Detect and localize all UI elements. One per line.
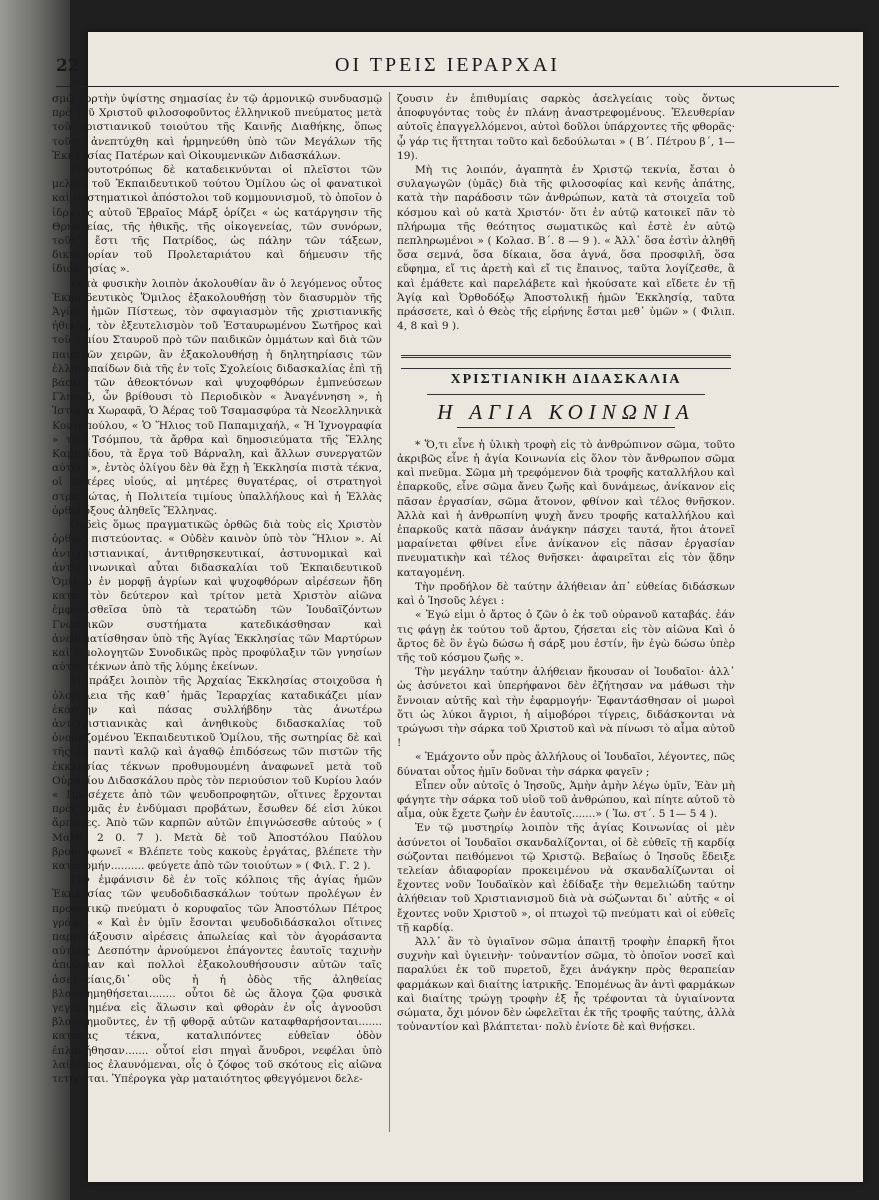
paragraph: Κατὰ φυσικὴν λοιπὸν ἀκολουθίαν ἂν ὁ λεγόμενος οὗτος Ἐκπαιδευτικὸς Ὅμιλος ἐξακολουθήσῃ τὸν διασυρμὸν τῆς Ἁγίας ἡμῶν Πίστεως, τὸν σφαγιασμὸν τῆς χριστιανικῆς ἠθικῆς, τὸν ἐξευτελισμὸν τοῦ Ἐσταυρωμένου Σωτῆρος καὶ τοῦ τιμίου Σταυροῦ πρὸ τῶν παιδικῶν ὀμμάτων καὶ διὰ τῶν παιδικῶν χειρῶν, ἂν ἐξακολουθήσῃ ἡ δηλητηρίασις τῶν ἑλληνοπαίδων διὰ τῆς ἐν τοῖς Σχολείοις διδασκαλίας ἐπὶ τῇ βάσει τῶν ἀθεοκτόνων καὶ ψυχοφθόρων ἐμπνεύσεων Γληνοῦ, ὧν βρίθουσι τὸ Περιοδικὸν « Ἀναγέννηση », ἡ Ἱστορία Χωραφᾶ, Ὁ Ἀέρας τοῦ Τσαμασφύρα τὰ Νεοελληνικὰ Κοντοπούλου, « Ὁ Ἥλιος τοῦ Παπαμιχαήλ, « Ἡ Ἰχνογραφία » τοῦ Τσόμπου, τὰ ἄρθρα καὶ δημοσιεύματα τῆς Ἔλλης Καμπρίδου, τὰ ἔργα τοῦ Βάρναλη, καὶ ἄλλων συνεργατῶν αὐτῶν », ἐντὸς ὀλίγου δὲν θὰ ἔχῃ ἡ Ἐκκλησία πιστὰ τέκνα, οἱ πατέρες υἱούς, αἱ μητέρες θυγατέρας, οἱ στρατηγοὶ στρατιώτας, ἡ Πολιτεία τιμίους ὑπαλλήλους καὶ ἡ Ἑλλὰς ὀρθοδόξους ἀληθεῖς Ἕλληνας. xyxy=(52,277,382,517)
paragraph: σμῷ ἑορτὴν ὑψίστης σημασίας ἐν τῷ ἁρμονικῷ συνδυασμῷ πρὸ τοῦ Χριστοῦ φιλοσοφοῦντος ἑλληνικοῦ πνεύματος μετὰ τοῦ χριστιανικοῦ τοιούτου τῆς Καινῆς Διαθήκης, ὅπως τοῦτο ἀνεπτύχθη καὶ ἡρμηνεύθη ὑπὸ τῶν Μεγάλων τῆς Ἐκκλησίας Πατέρων καὶ Οἰκουμενικῶν Διδασκάλων. xyxy=(52,93,382,162)
section-heading-block xyxy=(397,355,735,427)
section-title: ΧΡΙΣΤΙΑΝΙΚΗ ΔΙΔΑΣΚΑΛΙΑ xyxy=(450,372,682,388)
left-column xyxy=(52,92,382,1086)
right-column xyxy=(397,92,735,1034)
paragraph: * Ὅ,τι εἶνε ἡ ὑλικὴ τροφὴ εἰς τὸ ἀνθρώπινον σῶμα, τοῦτο ἀκριβῶς εἶνε ἡ ἁγία Κοινωνία εἰς ὅλον τὸν ἄνθρωπον σῶμα καὶ πνεῦμα. Σῶμα μὴ τρεφόμενον διὰ τροφῆς καταλλήλου καὶ ἐπαρκοῦς, εἶνε σῶμα ἄνευ ζωῆς καὶ δυνάμεως, ἀνίκανον εἰς πᾶσαν ἐργασίαν, σῶμα ἄτονον, φθίνον καὶ τέλος θνῆσκον. Ἀλλὰ καὶ ἡ ἀνθρωπίνη ψυχὴ ἄνευ τροφῆς καταλλήλου καὶ ἐπαρκοῦς κατὰ πᾶσαν ἀνάγκην πάσχει ταυτά, ἤτοι ἀτονεῖ μαραίνεται φθίνει εἶνε ἀνίκανον εἰς πᾶσαν ἐργασίαν πνευματικὴν καὶ τέλος θνῆσκει· ἀφαιρεῖται εἰς τὸν ᾅδην καταγομένη. xyxy=(397,438,735,579)
paragraph: Τὴν μεγάλην ταύτην ἀλήθειαν ἤκουσαν οἱ Ἰουδαῖοι· ἀλλ᾽ ὡς ἀσύνετοι καὶ ὑπερήφανοι δὲν ἐζήτησαν να μάθωσι τὴν ἔννοιαν αὐτῆς καὶ τὴν ἐφαρμογήν· Ἐφαντάσθησαν οἱ μωροὶ ὅτι ὡς λύκοι ἄγριοι, ἡ αἱμοβόροι τίγρεις, διδάσκονται νὰ τρώγωσι τὴν σάρκα τοῦ Χριστοῦ καὶ νὰ πίνωσι τὸ αἷμα αὐτοῦ ! xyxy=(397,666,735,750)
paragraph: Ἐν τῷ μυστηρίῳ λοιπὸν τῆς ἁγίας Κοινωνίας οἱ μὲν ἀσύνετοι οἱ Ἰουδαῖοι σκανδαλίζονται, οἱ δὲ εὐθεῖς τῇ καρδίᾳ σώζονται πειθόμενοι τῷ Χριστῷ. Βεβαίως ὁ Ἰησοῦς ἔδειξε τελείαν ἀδιαφορίαν προκειμένου νὰ σκανδαλίζωνται οἱ ἔχοντες νοῦν Ἰουδαϊκὸν καὶ ἐδίδαξε τὴν θεμελιώδη ταύτην ἀλήθειαν τοῦ Χριστιανισμοῦ διὰ νὰ σώζωνται δι᾽ αὐτῆς « οἱ ἔχοντες νοῦν Χριστοῦ », οἱ πτωχοὶ τῷ πνεύματι καὶ οἱ εὐθεῖς τῇ καρδίᾳ. xyxy=(397,822,735,934)
paragraph: ζουσιν ἐν ἐπιθυμίαις σαρκὸς ἀσελγείαις τοὺς ὄντως ἀποφυγόντας τοὺς ἐν πλάνῃ ἀναστρεφομένους. Ἐλευθερίαν αὐτοῖς ἐπαγγελλόμενοι, αὐτοὶ δοῦλοι ὑπάρχοντες τῆς φθορᾶς· ᾧ γάρ τις ἥττηται τοῦτο καὶ δεδούλωται » ( Β΄. Πέτρου β΄, 1—19). xyxy=(397,93,735,162)
running-title: ΟΙ ΤΡΕΙΣ ΙΕΡΑΡΧΑΙ xyxy=(335,54,560,76)
column-divider xyxy=(389,92,390,1132)
paragraph: Ἀλλ᾽ ἂν τὸ ὑγιαῖνον σῶμα ἀπαιτῇ τροφὴν ἐπαρκῆ ἤτοι συχνὴν καὶ ὑγιεινὴν· τοὐναντίον σῶμα, τὸ ὁποῖον νοσεῖ καὶ παραλύει ἐκ τοῦ πυρετοῦ, ἔχει ἀνάγκην πρὸς θεραπείαν φαρμάκων καὶ διαίτης ἰατρικῆς. Ἐπομένως ἂν ἀντὶ φαρμάκων καὶ διαίτης τρώγῃ τροφὴν ἐξ ἧς τρέφονται τὰ ὑγιαίνοντα σώματα, ὄχι μόνον δὲν ὠφελεῖται ἐκ τῆς τροφῆς ταύτης, ἀλλὰ τοὐναντίον καὶ βλάπτεται· πολὺ ἐνίοτε δὲ καὶ θνῄσκει. xyxy=(397,935,735,1034)
section-rule xyxy=(427,394,705,395)
paragraph: Εἶπεν οὖν αὐτοῖς ὁ Ἰησοῦς, Ἀμὴν ἀμὴν λέγω ὑμῖν, Ἐὰν μὴ φάγητε τὴν σάρκα τοῦ υἱοῦ τοῦ ἀνθρώπου, καὶ πίητε αὐτοῦ τὸ αἷμα, οὐκ ἔχετε ζωὴν ἐν ἑαυτοῖς.......» ( Ἰω. στ΄. 5 1— 5 4 ). xyxy=(397,779,735,821)
paragraph: Τῇ πράξει λοιπὸν τῆς Ἀρχαίας Ἐκκλησίας στοιχοῦσα ἡ ὁλομέλεια τῆς καθ᾽ ἡμᾶς Ἱεραρχίας καταδικάζει μίαν ἑκάστην καὶ πάσας συλλήβδην τὰς ἀνωτέρω ἀντιχριστιανικὰς καὶ ἀνηθικοὺς διδασκαλίας τοῦ ὀνομαζομένου Ἐκπαιδευτικοῦ Ὁμίλου, τῆς σωτηρίας δὲ καὶ τῆς ἐν παντὶ καλῷ καὶ ἀγαθῷ ἐπιδόσεως τῶν πιστῶν τῆς ἐκκλησίας τέκνων προθυμουμένη ἀναφωνεῖ μετὰ τοῦ Οὐρανίου Διδασκάλου πρὸς τὸν περιούσιον τοῦ Κυρίου λαόν « Προσέχετε ἀπὸ τῶν ψευδοπροφητῶν, οἵτινες ἔρχονται πρὸς ὑμᾶς ἐν ἐνδύμασι προβάτων, ἔσωθεν δέ εἰσι λύκοι ἅρπαγες. Ἀπὸ τῶν καρπῶν αὐτῶν ἐπιγνώσεσθε αὐτούς » ( Ματθ. 2 0. 7 ). Μετὰ δὲ τοῦ Ἀποστόλου Παύλου βροντοφωνεῖ « Βλέπετε τοὺς κακοὺς ἐργάτας, βλέπετε τὴν κατατομήν.......... φεύγετε ἀπὸ τῶν τοιούτων » ( Φιλ. Γ. 2 ). xyxy=(52,675,382,872)
article-rule xyxy=(457,427,675,428)
paragraph: Τὴν προδήλον δὲ ταύτην ἀλήθειαν ἀπ᾽ εὐθείας διδάσκων καὶ ὁ Ἰησοῦς λέγει : xyxy=(397,580,735,608)
paragraph: Οὐδεὶς ὅμως πραγματικῶς ὀρθῶς διὰ τοὺς εἰς Χριστὸν ὀρθῶς πιστεύοντας. « Οὐδὲν καινὸν ὑπὸ τὸν Ἥλιον ». Αἱ ἀντιχριστιανικαί, ἀντιθρησκευτικαί, ἀστυνομικαὶ καὶ ἀντικοινωνικαὶ αὗται διδασκαλίαι τοῦ Ἐκπαιδευτικοῦ Ὁμίλου ἐν μορφῇ ἀγρίων καὶ ψυχοφθόρων αἱρέσεων ἤδη κατὰ τὸν δεύτερον καὶ τρίτον μετὰ Χριστὸν αἰῶνα ἐμφανισθεῖσα ὑπὸ τὰ τερατώδη τῶν Ἰουδαϊζόντων Γνωστικῶν συστήματα κατεδικάσθησαν καὶ ἀνεθεματίσθησαν ὑπὸ τῆς Ἁγίας Ἐκκλησίας τῶν Μαρτύρων καὶ Ὁμολογητῶν Συνοδικῶς πρὸς προφύλαξιν τῶν γνησίων αὐτῆς τέκνων ἀπὸ τῆς λύμης ἐκείνων. xyxy=(52,519,382,674)
ornament-rule xyxy=(401,355,731,369)
page-number: 22 xyxy=(56,56,80,76)
paragraph: « Ἐγώ εἰμι ὁ ἄρτος ὁ ζῶν ὁ ἐκ τοῦ οὐρανοῦ καταβάς. ἐάν τις φάγῃ ἐκ τούτου τοῦ ἄρτου, ζήσεται εἰς τὸν αἰῶνα Καὶ ὁ ἄρτος δὲ ὃν ἐγὼ δώσω ἡ σάρξ μου ἐστίν, ἣν ἐγὼ δώσω ὑπὲρ τῆς τοῦ κόσμου ζωῆς ». xyxy=(397,609,735,664)
article-title: Η ΑΓΙΑ ΚΟΙΝΩΝΙΑ xyxy=(437,399,695,424)
page-header xyxy=(56,56,839,84)
paragraph: Τοιουτοτρόπως δὲ καταδεικνύνται οἱ πλεῖστοι τῶν μελῶν τοῦ Ἐκπαιδευτικοῦ τούτου Ὁμίλου ὡς οἱ φανατικοὶ καὶ συστηματικοὶ ἀπόστολοι τοῦ κομμουνισμοῦ, τὸ ὁποῖον ὁ ἱδρυτὴς αὐτοῦ Ἑβραῖος Μάρξ ὁρίζει « ὡς κατάργησιν τῆς Θρησκείας, τῆς ἠθικῆς, τῆς οἰκογενείας, τῶν συνόρων, τοῦτ᾽ ἔστι τῆς Πατρίδος, ὡς πάλην τῶν τάξεων, δικτατορίαν τοῦ Προλεταριάτου καὶ δήμευσιν τῆς ἰδιοκτησίας ». xyxy=(52,164,382,276)
paragraph: Τὴν ἐμφάνισιν δὲ ἐν τοῖς κόλποις τῆς ἁγίας ἡμῶν Ἐκκλησίας τῶν ψευδοδιδασκάλων τούτων προλέγων ἐν προφητικῷ πνεύματι ὁ κορυφαῖος τῶν Ἀποστόλων Πέτρος γράφει « Καὶ ἐν ὑμῖν ἔσονται ψευδοδιδάσκαλοι οἵτινες παρεισάξουσιν αἱρέσεις ἀπωλείας καὶ τὸν ἀγοράσαντα αὐτοὺς Δεσπότην ἀρνούμενοι ἐπάγοντες ἑαυτοῖς ταχινὴν ἀπώλειαν καὶ πολλοὶ ἐξακολουθήσουσιν αὐτῶν ταῖς ἀσελγείαις,δι᾽ οὓς ἡ ἡ ὁδὸς τῆς ἀληθείας βλασφημηθήσεται........ οὗτοι δὲ ὡς ἄλογα ζῷα φυσικὰ γεγεννημένα εἰς ἅλωσιν καὶ φθορὰν ἐν οἷς ἀγνοοῦσι βλασφημοῦντες, ἐν τῇ φθορᾷ αὐτῶν καταφθαρήσονται....... κατάρας τέκνα, καταλιπόντες εὐθεῖαν ὁδὸν ἐπλανήθησαν....... οὗτοί εἰσι πηγαὶ ἄνυδροι, νεφέλαι ὑπὸ λαίλαπος ἐλαυνόμεναι, οἷς ὁ ζόφος τοῦ σκότους εἰς αἰῶνα τετήρηται. Ὑπέρογκα γὰρ ματαιότητος φθεγγόμενοι δελε- xyxy=(52,874,382,1086)
paragraph: « Ἐμάχοντο οὖν πρὸς ἀλλήλους οἱ Ἰουδαῖοι, λέγοντες, πῶς δύναται οὗτος ἡμῖν δοῦναι τὴν σάρκα φαγεῖν ; xyxy=(397,751,735,778)
header-rule xyxy=(56,86,839,87)
paragraph: Μὴ τις λοιπόν, ἀγαπητὰ ἐν Χριστῷ τεκνία, ἔσται ὁ συλαγωγῶν (ὑμᾶς) διὰ τῆς φιλοσοφίας καὶ κενῆς ἀπάτης, κατὰ τὴν παράδοσιν τῶν ἀνθρώπων, κατὰ τὰ στοιχεῖα τοῦ κόσμου καὶ οὐ κατὰ Χριστόν· ὅτι ἐν αὐτῷ κατοικεῖ πᾶν τὸ πλήρωμα τῆς θεότητος σωματικῶς καὶ ἐστὲ ἐν αὐτῷ πεπληρωμένοι » ( Κολασ. Β΄. 8 — 9 ). « Ἀλλ᾽ ὅσα ἐστὶν ἀληθῆ ὅσα σεμνά, ὅσα δίκαια, ὅσα ἁγνά, ὅσα προσφιλῆ, ὅσα εὔφημα, εἴ τις ἀρετὴ καὶ εἴ τις ἔπαινος, ταῦτα λογίζεσθε, ἃ καὶ ἐμάθετε καὶ παρελάβετε καὶ ἠκούσατε καὶ εἴδετε ἐν τῇ Ἁγίᾳ καὶ Ὀρθοδόξῳ Ἀποστολικῇ ἡμῶν Ἐκκλησίᾳ, ταῦτα πράσσετε, καὶ ὁ Θεὸς τῆς εἰρήνης ἔσται μεθ᾽ ὑμῶν » ( Φιλιπ. 4, 8 καὶ 9 ). xyxy=(397,164,735,333)
